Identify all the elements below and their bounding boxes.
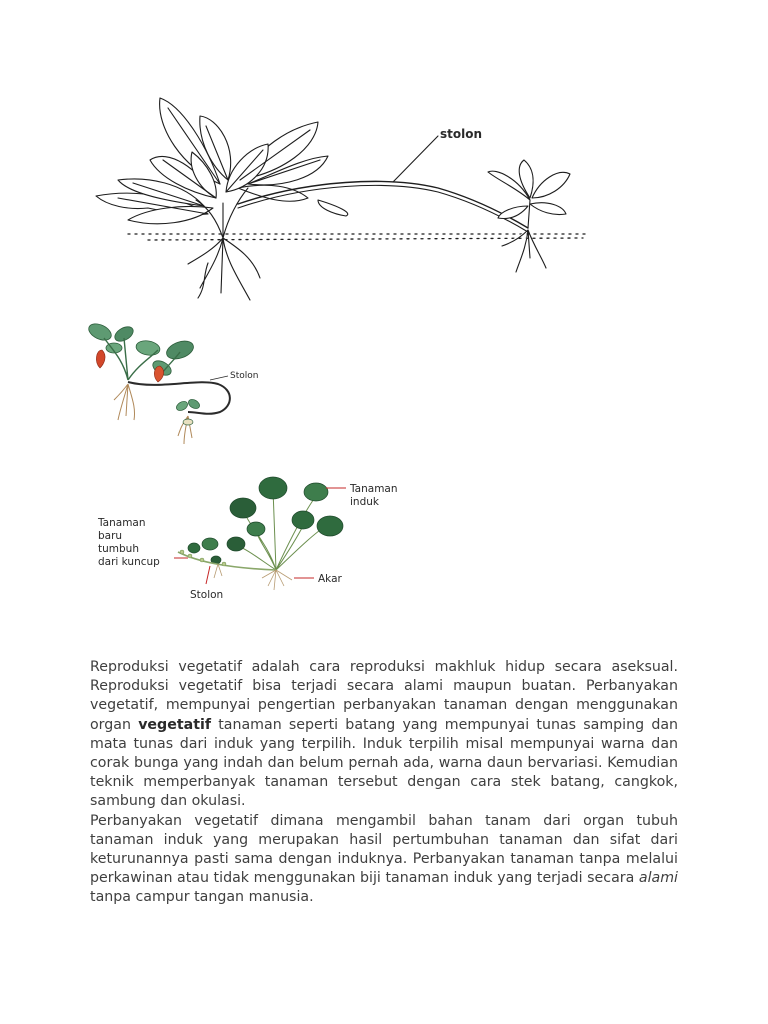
- tanaman-baru-label-line4: dari kuncup: [98, 556, 160, 568]
- leader-line: [210, 376, 228, 380]
- daughter-plant: [488, 160, 570, 272]
- parent-plant: [96, 98, 348, 224]
- stolon-label: Stolon: [190, 589, 224, 601]
- tanaman-baru-label-line1: Tanaman: [98, 517, 146, 529]
- tanaman-baru-label-line3: tumbuh: [98, 543, 139, 555]
- paragraph-1: [90, 658, 678, 812]
- strawberry-leaves: [86, 321, 196, 379]
- italic-term-alami: alami: [638, 870, 678, 887]
- tanaman-baru-label-line2: baru: [98, 530, 123, 542]
- paragraph-1-text-a: Reproduksi vegetatif adalah cara reproduksi makhluk hidup secara aseksual. Reproduksi vegetatif bisa terjadi secara alami maupun buatan. Perbanyakan vegetatif, mempunyai pengertian perbanyakan tanaman dengan menggunakan organ: [90, 659, 678, 733]
- stolon-label: stolon: [440, 127, 483, 141]
- body-text: [90, 658, 678, 908]
- akar-label: Akar: [318, 573, 342, 585]
- stolon-diagram-pegagan: [98, 474, 418, 604]
- tanaman-induk-label-line1: Tanaman: [350, 483, 398, 495]
- stolon-diagram-sketch: [88, 88, 598, 310]
- strawberry-fruit: [154, 366, 163, 382]
- paragraph-2: [90, 812, 678, 908]
- stolon-runner: [178, 552, 276, 570]
- strawberry-fruit: [96, 350, 105, 368]
- bold-term-vegetatif: vegetatif: [138, 716, 212, 733]
- stolon-label: Stolon: [230, 371, 259, 381]
- parent-roots: [188, 238, 260, 300]
- leader-line: [206, 566, 210, 584]
- pegagan-leaves: [188, 477, 343, 564]
- paragraph-1-text-b: tanaman seperti batang yang mempunyai tunas samping dan mata tunas dari induk yang terpilih. Induk terpilih misal mempunyai warna dan corak bunga yang indah dan belum pernah ada, warna daun bervariasi. Kemudian teknik memperbanyak tanaman tersebut dengan cara stek batang, cangkok, sambung dan okulasi.: [90, 716, 679, 810]
- strawberry-colored-drawing: [88, 320, 268, 455]
- leader-line: [393, 136, 438, 182]
- paragraph-2-text-a: Perbanyakan vegetatif dimana mengambil bahan tanam dari organ tubuh tanaman induk yang merupakan hasil pertumbuhan tanaman dan sifat dari keturunannya pasti sama dengan induknya. Perbanyakan tanaman tanpa melalui perkawinan atau tidak menggunakan biji tanaman induk yang terjadi secara: [90, 812, 678, 887]
- stolon-diagram-strawberry: [88, 320, 268, 455]
- strawberry-stolon-drawing: [88, 88, 598, 310]
- tanaman-induk-label-line2: induk: [350, 496, 379, 508]
- paragraph-2-text-b: tanpa campur tangan manusia.: [90, 889, 314, 906]
- pegagan-drawing: [98, 474, 418, 604]
